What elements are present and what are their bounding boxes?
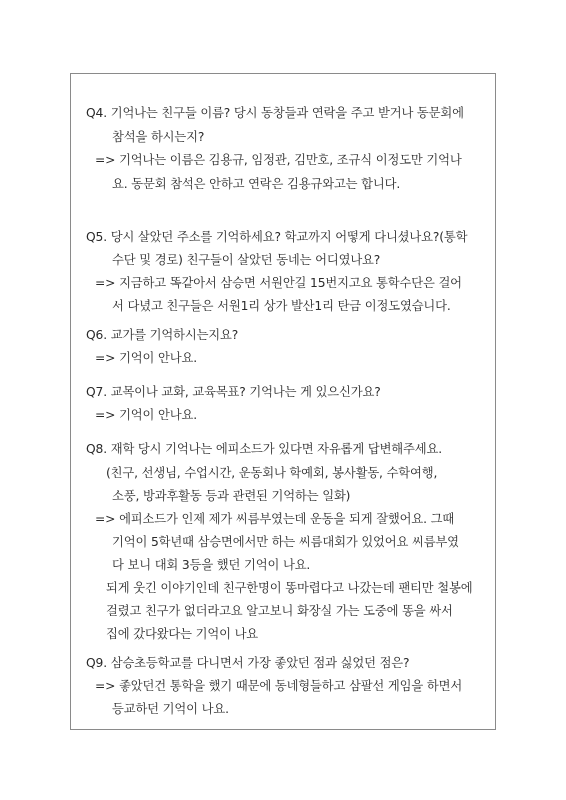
question-4-line-2: 참석을 하시는지? xyxy=(112,130,205,144)
answer-6-line-1: => 기억이 안나요. xyxy=(95,351,197,365)
answer-9-line-1: => 좋았던건 통학을 했기 때문에 동네형들하고 삼팔선 게임을 하면서 xyxy=(95,679,463,693)
question-8-detail-line-2: 소풍, 방과후활동 등과 관련된 기억하는 일화) xyxy=(112,489,351,503)
question-6-line-1: Q6. 교가를 기억하시는지요? xyxy=(86,328,239,342)
answer-7-line-1: => 기억이 안나요. xyxy=(95,408,197,422)
answer-9-line-2: 등교하던 기억이 나요. xyxy=(112,702,229,716)
answer-4-line-1: => 기억나는 이름은 김용규, 임정관, 김만호, 조규식 이정도만 기억나 xyxy=(95,153,462,167)
answer-8-line-2: 기억이 5학년때 삼승면에서만 하는 씨름대회가 있었어요 씨름부였 xyxy=(112,535,459,549)
question-5-line-2: 수단 및 경로) 친구들이 살았던 동네는 어디였나요? xyxy=(112,253,381,267)
answer-8-line-1: => 에피소드가 인제 제가 씨름부였는데 운동을 되게 잘했어요. 그때 xyxy=(95,512,455,526)
answer-8-line-4: 되게 웃긴 이야기인데 친구한명이 똥마렵다고 나갔는데 팬티만 철봉에 xyxy=(106,581,473,595)
question-7-line-1: Q7. 교목이나 교화, 교육목표? 기억나는 게 있으신가요? xyxy=(86,385,381,399)
answer-8-line-5: 걸렸고 친구가 없더라고요 알고보니 화장실 가는 도중에 똥을 싸서 xyxy=(106,604,453,618)
question-8-detail-line-1: (친구, 선생님, 수업시간, 운동회나 학예회, 봉사활동, 수학여행, xyxy=(106,466,438,480)
answer-5-line-2: 서 다녔고 친구들은 서원1리 상가 발산1리 탄금 이정도였습니다. xyxy=(112,299,451,313)
question-4-line-1: Q4. 기억나는 친구들 이름? 당시 동창들과 연락을 주고 받거나 동문회에 xyxy=(86,106,464,120)
question-5-line-1: Q5. 당시 살았던 주소를 기억하세요? 학교까지 어떻게 다니셨나요?(통학 xyxy=(86,230,468,244)
answer-4-line-2: 요. 동문회 참석은 안하고 연락은 김용규와고는 합니다. xyxy=(112,177,401,191)
question-9-line-1: Q9. 삼승초등학교를 다니면서 가장 좋았던 점과 싫었던 점은? xyxy=(86,656,410,670)
answer-8-line-6: 집에 갔다왔다는 기억이 나요 xyxy=(106,627,259,641)
answer-5-line-1: => 지금하고 똑같아서 삼승면 서원안길 15번지고요 통학수단은 걸어 xyxy=(95,276,462,290)
answer-8-line-3: 다 보니 대회 3등을 했던 기억이 나요. xyxy=(112,558,311,572)
question-8-line-1: Q8. 재학 당시 기억나는 에피소드가 있다면 자유롭게 답변해주세요. xyxy=(86,442,442,456)
